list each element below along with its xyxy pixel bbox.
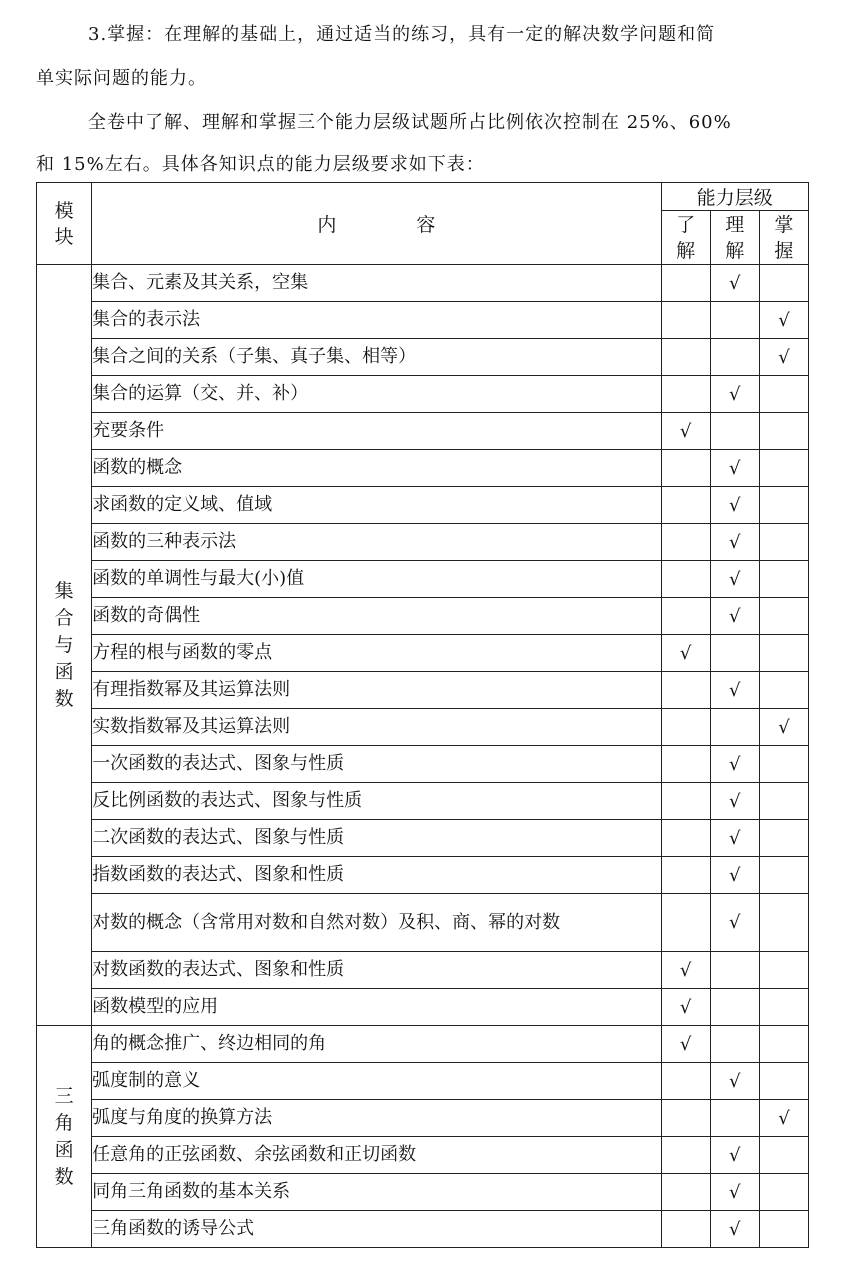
content-cell: 反比例函数的表达式、图象与性质 [92, 783, 661, 820]
check-mark-icon: √ [679, 996, 692, 1018]
module-name-char: 与 [54, 633, 74, 656]
level-1-cell [661, 1100, 710, 1137]
content-cell: 任意角的正弦函数、余弦函数和正切函数 [92, 1137, 661, 1174]
level-3-cell [759, 952, 808, 989]
level-3-cell [759, 376, 808, 413]
table-row [37, 709, 809, 746]
check-mark-icon: √ [679, 959, 692, 981]
level-1-cell [661, 709, 710, 746]
check-mark-icon: √ [729, 864, 741, 886]
content-cell: 实数指数幂及其运算法则 [92, 709, 661, 746]
level-3-cell [759, 1026, 808, 1063]
content-cell: 充要条件 [92, 413, 661, 450]
table-row [37, 1211, 809, 1248]
level-3-cell [759, 1063, 808, 1100]
check-mark-icon: √ [729, 1144, 741, 1166]
level-2-cell [710, 1174, 759, 1211]
check-mark-icon: √ [679, 1033, 692, 1055]
level-1-cell [661, 561, 710, 598]
table-row [37, 302, 809, 339]
level-2-cell [710, 1100, 759, 1137]
level-1-cell [661, 894, 710, 952]
module-name-cell [37, 1026, 92, 1248]
table-row [37, 265, 809, 302]
level-2-cell [710, 1063, 759, 1100]
check-mark-icon: √ [729, 679, 741, 701]
level-3-cell [759, 820, 808, 857]
level-3-cell [759, 989, 808, 1026]
level-1-cell [661, 1174, 710, 1211]
level-1-cell [661, 302, 710, 339]
level-2-cell [710, 302, 759, 339]
level-3-cell [759, 265, 808, 302]
level-2-cell [710, 952, 759, 989]
check-mark-icon: √ [729, 531, 741, 553]
table-row [37, 376, 809, 413]
level-2-cell [710, 413, 759, 450]
level-2-cell [710, 672, 759, 709]
level-1-cell [661, 857, 710, 894]
module-name-char: 角 [54, 1111, 74, 1134]
table-row [37, 1137, 809, 1174]
module-name-cell [37, 265, 92, 1026]
check-mark-icon: √ [729, 605, 741, 627]
level-2-cell [710, 709, 759, 746]
level-1-cell [661, 376, 710, 413]
level-2-cell [710, 450, 759, 487]
level-1-cell [661, 413, 710, 450]
check-mark-icon: √ [729, 1181, 741, 1203]
table-body [37, 265, 809, 1248]
level-3-cell [759, 1100, 808, 1137]
level-1-cell [661, 1137, 710, 1174]
check-mark-icon: √ [729, 494, 741, 516]
level-2-cell [710, 894, 759, 952]
content-cell: 集合、元素及其关系，空集 [92, 265, 661, 302]
check-mark-icon: √ [729, 753, 741, 775]
check-mark-icon: √ [729, 272, 741, 294]
table-row [37, 783, 809, 820]
table-row [37, 746, 809, 783]
level-3-cell [759, 561, 808, 598]
check-mark-icon: √ [679, 420, 692, 442]
table-row [37, 561, 809, 598]
level-3-cell [759, 524, 808, 561]
table-row [37, 450, 809, 487]
level-2-cell [710, 376, 759, 413]
level-1-cell [661, 598, 710, 635]
content-cell: 求函数的定义域、值域 [92, 487, 661, 524]
content-cell: 对数的概念（含常用对数和自然对数）及积、商、幂的对数 [92, 894, 661, 952]
header-module: 模 块 [37, 183, 92, 265]
level-3-cell [759, 487, 808, 524]
level-3-cell [759, 1174, 808, 1211]
content-cell: 集合之间的关系（子集、真子集、相等） [92, 339, 661, 376]
level-3-cell [759, 450, 808, 487]
module-name-char: 函 [54, 1138, 74, 1161]
check-mark-icon: √ [729, 457, 741, 479]
table-row [37, 952, 809, 989]
header-level-comprehend: 理 解 [710, 211, 759, 265]
table-row [37, 413, 809, 450]
table-row [37, 820, 809, 857]
module-name-char: 函 [54, 660, 74, 683]
check-mark-icon: √ [729, 383, 741, 405]
level-1-cell [661, 487, 710, 524]
level-3-cell [759, 894, 808, 952]
level-2-cell [710, 1026, 759, 1063]
level-2-cell [710, 635, 759, 672]
header-level-master: 掌 握 [759, 211, 808, 265]
table-row [37, 598, 809, 635]
table-row [37, 989, 809, 1026]
check-mark-icon: √ [729, 1218, 741, 1240]
level-2-cell [710, 339, 759, 376]
content-cell: 函数的奇偶性 [92, 598, 661, 635]
content-cell: 三角函数的诱导公式 [92, 1211, 661, 1248]
content-cell: 集合的运算（交、并、补） [92, 376, 661, 413]
level-1-cell [661, 746, 710, 783]
content-cell: 函数的概念 [92, 450, 661, 487]
level-3-cell [759, 339, 808, 376]
content-cell: 函数模型的应用 [92, 989, 661, 1026]
table-row [37, 487, 809, 524]
level-2-cell [710, 561, 759, 598]
level-3-cell [759, 746, 808, 783]
level-2-cell [710, 487, 759, 524]
content-cell: 弧度制的意义 [92, 1063, 661, 1100]
module-name-char: 数 [54, 687, 74, 710]
table-row [37, 635, 809, 672]
level-1-cell [661, 989, 710, 1026]
intro-paragraph-1-line-1: 3.掌握：在理解的基础上，通过适当的练习，具有一定的解决数学问题和简 [88, 24, 716, 45]
level-2-cell [710, 1137, 759, 1174]
level-1-cell [661, 1026, 710, 1063]
level-3-cell [759, 598, 808, 635]
intro-paragraph-2-line-2: 和 15%左右。具体各知识点的能力层级要求如下表： [36, 154, 485, 175]
table-row [37, 1026, 809, 1063]
level-1-cell [661, 672, 710, 709]
level-3-cell [759, 783, 808, 820]
table-row [37, 1174, 809, 1211]
level-3-cell [759, 1211, 808, 1248]
level-2-cell [710, 1211, 759, 1248]
level-1-cell [661, 635, 710, 672]
ability-level-table [36, 182, 809, 1248]
level-1-cell [661, 783, 710, 820]
level-1-cell [661, 524, 710, 561]
content-cell: 指数函数的表达式、图象和性质 [92, 857, 661, 894]
level-2-cell [710, 989, 759, 1026]
content-cell: 弧度与角度的换算方法 [92, 1100, 661, 1137]
header-ability-levels: 能力层级 [661, 183, 808, 211]
table-row [37, 857, 809, 894]
module-name-char: 数 [54, 1165, 74, 1188]
level-3-cell [759, 302, 808, 339]
level-3-cell [759, 413, 808, 450]
table-row [37, 339, 809, 376]
check-mark-icon: √ [679, 642, 692, 664]
level-1-cell [661, 952, 710, 989]
level-1-cell [661, 1063, 710, 1100]
check-mark-icon: √ [729, 912, 741, 933]
level-1-cell [661, 450, 710, 487]
level-3-cell [759, 709, 808, 746]
table-row [37, 1100, 809, 1137]
header-content: 内 容 [92, 183, 661, 265]
table-row [37, 672, 809, 709]
level-1-cell [661, 265, 710, 302]
level-1-cell [661, 820, 710, 857]
level-2-cell [710, 265, 759, 302]
content-cell: 角的概念推广、终边相同的角 [92, 1026, 661, 1063]
content-cell: 方程的根与函数的零点 [92, 635, 661, 672]
content-cell: 二次函数的表达式、图象与性质 [92, 820, 661, 857]
module-name-char: 合 [54, 606, 74, 629]
content-cell: 一次函数的表达式、图象与性质 [92, 746, 661, 783]
module-name-char: 三 [54, 1084, 74, 1107]
level-2-cell [710, 598, 759, 635]
level-2-cell [710, 746, 759, 783]
level-3-cell [759, 635, 808, 672]
check-mark-icon: √ [778, 1107, 790, 1129]
level-2-cell [710, 524, 759, 561]
level-1-cell [661, 339, 710, 376]
check-mark-icon: √ [778, 309, 790, 331]
check-mark-icon: √ [729, 790, 741, 812]
intro-paragraph-2-line-1: 全卷中了解、理解和掌握三个能力层级试题所占比例依次控制在 25%、60% [88, 112, 732, 133]
intro-paragraph-1-line-2: 单实际问题的能力。 [36, 68, 207, 89]
level-3-cell [759, 672, 808, 709]
level-3-cell [759, 857, 808, 894]
check-mark-icon: √ [729, 1070, 741, 1092]
level-2-cell [710, 820, 759, 857]
level-3-cell [759, 1137, 808, 1174]
level-2-cell [710, 783, 759, 820]
header-level-understand-basic: 了 解 [661, 211, 710, 265]
table-row [37, 524, 809, 561]
level-2-cell [710, 857, 759, 894]
content-cell: 有理指数幂及其运算法则 [92, 672, 661, 709]
module-name-char: 集 [54, 579, 74, 602]
check-mark-icon: √ [778, 716, 790, 738]
table-row [37, 1063, 809, 1100]
level-1-cell [661, 1211, 710, 1248]
content-cell: 同角三角函数的基本关系 [92, 1174, 661, 1211]
check-mark-icon: √ [729, 568, 741, 590]
table-row [37, 894, 809, 952]
content-cell: 对数函数的表达式、图象和性质 [92, 952, 661, 989]
check-mark-icon: √ [729, 827, 741, 849]
content-cell: 集合的表示法 [92, 302, 661, 339]
check-mark-icon: √ [778, 346, 790, 368]
content-cell: 函数的三种表示法 [92, 524, 661, 561]
content-cell: 函数的单调性与最大(小)值 [92, 561, 661, 598]
table-header [37, 183, 809, 265]
